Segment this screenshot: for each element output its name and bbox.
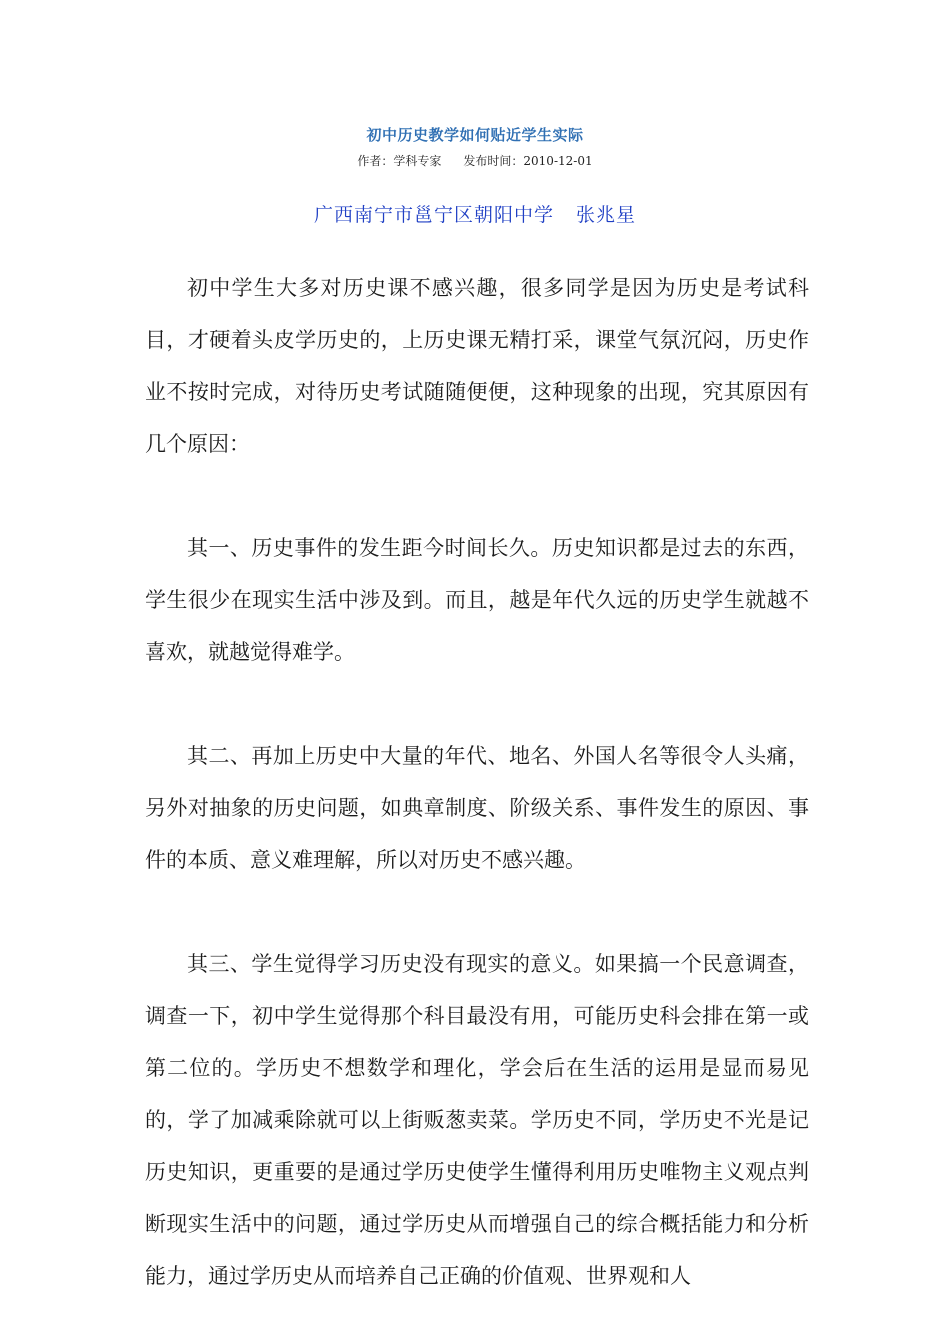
paragraph: 其三、学生觉得学习历史没有现实的意义。如果搞一个民意调查，调查一下，初中学生觉得那个科目最没有用，可能历史科会排在第一或第二位的。学历史不想数学和理化，学会后在生活的运用是显而易见的，学了加减乘除就可以上街贩葱卖菜。学历史不同，学历史不光是记历史知识，更重要的是通过学历史使学生懂得利用历史唯物主义观点判断现实生活中的问题，通过学历史从而增强自己的综合概括能力和分析能力，通过学历史从而培养自己正确的价值观、世界观和人 (145, 952, 809, 1288)
article-meta (0, 152, 950, 169)
paragraph: 其一、历史事件的发生距今时间长久。历史知识都是过去的东西，学生很少在现实生活中涉及到。而且，越是年代久远的历史学生就越不喜欢，就越觉得难学。 (145, 536, 809, 664)
paragraph: 其二、再加上历史中大量的年代、地名、外国人名等很令人头痛，另外对抽象的历史问题，如典章制度、阶级关系、事件发生的原因、事件的本质、意义难理解，所以对历史不感兴趣。 (145, 744, 809, 872)
article-body (145, 262, 809, 1302)
paragraph: 初中学生大多对历史课不感兴趣，很多同学是因为历史是考试科目，才硬着头皮学历史的，上历史课无精打采，课堂气氛沉闷，历史作业不按时完成，对待历史考试随随便便，这种现象的出现，究其原因有几个原因： (145, 276, 809, 456)
author-byline (0, 200, 950, 227)
publish-date: 发布时间：2010-12-01 (463, 154, 593, 168)
article-title: 初中历史教学如何贴近学生实际 (366, 126, 584, 144)
author-name: 张兆星 (576, 204, 637, 226)
author-label: 作者：学科专家 (357, 154, 442, 168)
school-name: 广西南宁市邕宁区朝阳中学 (313, 204, 554, 226)
